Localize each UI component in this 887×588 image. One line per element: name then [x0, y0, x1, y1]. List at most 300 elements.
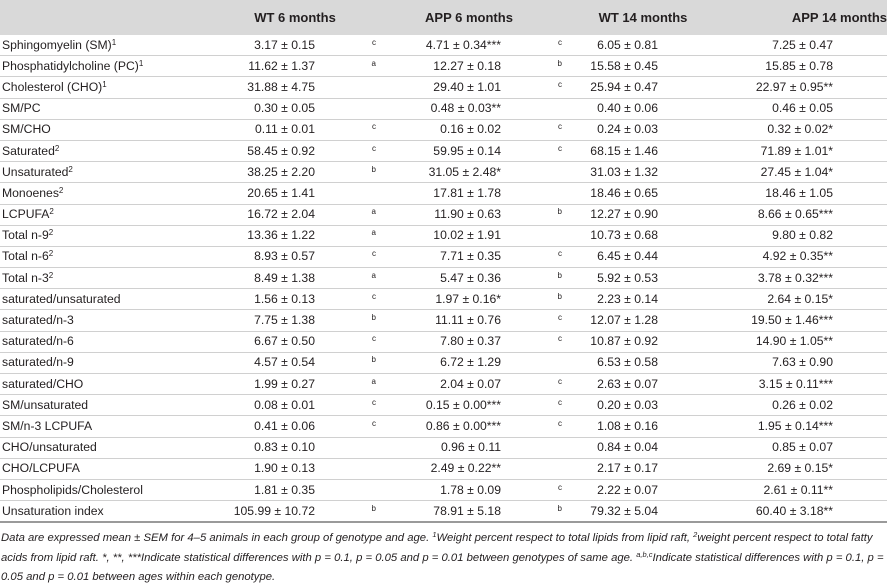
row-label-text: Monoenes: [2, 185, 59, 200]
cell-sem: 0.35**: [799, 249, 833, 264]
cell-app-14-months: 4.92 ± 0.35**: [724, 246, 887, 267]
cell-significance-letter: b: [557, 207, 562, 217]
cell-app-14-months: 15.85 ± 0.78: [724, 56, 887, 77]
cell-mean: 2.69: [767, 461, 792, 476]
cell-mean: 68.15: [590, 143, 621, 158]
footnote-text: Weight percent respect to total lipids from lipid raft,: [436, 532, 694, 545]
cell-significance-letter: b: [557, 503, 562, 513]
footnote-marker: a,b,c: [636, 549, 653, 559]
table-row: [0, 289, 887, 310]
cell-sem: 0.10: [291, 440, 315, 455]
cell-sem: 0.35: [291, 482, 315, 497]
row-label-text: Phospholipids/Cholesterol: [2, 482, 143, 497]
cell-app-6-months: 59.95 ± 0.14 $^c$: [376, 140, 562, 161]
row-label-text: SM/CHO: [2, 122, 51, 137]
cell-mean: 1.78: [440, 482, 464, 497]
row-label-text: Total n-6: [2, 249, 49, 264]
cell-mean: 0.83: [254, 440, 278, 455]
cell-sem: 0.07: [477, 376, 501, 391]
cell-wt-6-months: 0.41 ± 0.06 $^c$: [214, 416, 376, 437]
cell-sem: 0.06: [291, 418, 315, 433]
cell-wt-6-months: 1.99 ± 0.27 $^a$: [214, 374, 376, 395]
row-label-text: SM/PC: [2, 101, 41, 116]
row-label-text: Phosphatidylcholine (PC): [2, 58, 139, 73]
cell-sem: 1.78: [477, 185, 501, 200]
footnote-text: weight percent respect to total fatty acids from lipid raft. *, **, ***Indicate statistical differences with p = 0.1, p = 0.05 and p = 0.01 between genotypes of same age.: [1, 532, 873, 564]
cell-app-14-months: 7.25 ± 0.47: [724, 35, 887, 56]
cell-mean: 5.47: [440, 270, 464, 285]
cell-sem: 0.01: [291, 397, 315, 412]
table-row: [0, 416, 887, 437]
cell-significance-slot: [501, 375, 562, 394]
row-label: [0, 310, 214, 331]
cell-wt-14-months: 12.07 ± 1.28: [562, 310, 724, 331]
row-label-text: Unsaturated: [2, 164, 69, 179]
cell-sem: 0.90: [809, 355, 833, 370]
cell-sem: 0.45: [634, 58, 658, 73]
header-app-6-months: APP 6 months: [376, 0, 562, 35]
cell-sem: 0.14***: [795, 418, 833, 433]
cell-significance-letter: c: [558, 79, 562, 89]
cell-mean: 60.40: [755, 503, 787, 518]
table-row: [0, 162, 887, 183]
cell-significance-letter: c: [372, 397, 376, 407]
cell-app-14-months: 18.46 ± 1.05: [724, 183, 887, 204]
cell-mean: 6.45: [597, 249, 621, 264]
cell-wt-6-months: 1.81 ± 0.35: [214, 479, 376, 500]
cell-wt-14-months: 18.46 ± 0.65: [562, 183, 724, 204]
table-row: [0, 140, 887, 161]
table-footnote: [0, 523, 887, 587]
cell-app-6-months: 0.16 ± 0.02 $^c$: [376, 119, 562, 140]
cell-significance-slot: [315, 375, 376, 394]
cell-wt-6-months: 4.57 ± 0.54 $^b$: [214, 352, 376, 373]
footnote-text: Indicate statistical differences with p = 0.1, p = 0.05 and p = 0.01 between ages within each genotype.: [1, 551, 884, 584]
row-label: [0, 437, 214, 458]
cell-significance-letter: c: [372, 143, 376, 153]
cell-sem: 0.34***: [463, 37, 501, 52]
cell-mean: 6.67: [254, 334, 278, 349]
cell-mean: 15.85: [765, 58, 796, 73]
cell-mean: 78.91: [433, 503, 464, 518]
cell-app-6-months: 5.47 ± 0.36 $^b$: [376, 268, 562, 289]
cell-sem: 0.02: [477, 122, 501, 137]
table-row: [0, 479, 887, 500]
cell-significance-slot: [501, 290, 562, 309]
cell-mean: 12.07: [590, 313, 621, 328]
cell-significance-slot: [315, 332, 376, 351]
cell-mean: 0.84: [597, 440, 621, 455]
cell-app-14-months: 0.26 ± 0.02: [724, 395, 887, 416]
cell-significance-letter: c: [558, 313, 562, 323]
cell-wt-6-months: 13.36 ± 1.22 $^a$: [214, 225, 376, 246]
cell-significance-slot: [501, 120, 562, 139]
cell-app-14-months: 8.66 ± 0.65***: [724, 204, 887, 225]
cell-wt-6-months: 1.56 ± 0.13 $^c$: [214, 289, 376, 310]
cell-wt-14-months: 10.87 ± 0.92: [562, 331, 724, 352]
cell-sem: 0.44: [634, 249, 658, 264]
cell-significance-slot: [315, 205, 376, 224]
cell-significance-letter: c: [558, 122, 562, 132]
cell-wt-14-months: 5.92 ± 0.53: [562, 268, 724, 289]
cell-app-6-months: 10.02 ± 1.91: [376, 225, 562, 246]
cell-wt-6-months: 7.75 ± 1.38 $^b$: [214, 310, 376, 331]
cell-wt-14-months: 6.45 ± 0.44: [562, 246, 724, 267]
cell-mean: 31.88: [247, 79, 278, 94]
cell-sem: 1.38: [291, 313, 315, 328]
cell-wt-6-months: 0.30 ± 0.05: [214, 98, 376, 119]
cell-mean: 7.63: [772, 355, 796, 370]
row-label-footnote-marker: 1: [111, 37, 117, 47]
cell-app-14-months: 3.15 ± 0.11***: [724, 374, 887, 395]
cell-mean: 20.65: [247, 185, 278, 200]
header-wt-14-months: WT 14 months: [562, 0, 724, 35]
row-label: [0, 183, 214, 204]
cell-sem: 0.00***: [463, 397, 501, 412]
cell-significance-slot: [501, 247, 562, 266]
cell-mean: 3.15: [758, 376, 783, 391]
cell-sem: 1.01: [477, 79, 501, 94]
cell-sem: 0.32***: [795, 270, 833, 285]
cell-sem: 4.75: [291, 79, 315, 94]
cell-sem: 1.37: [291, 58, 315, 73]
row-label-footnote-marker: 1: [138, 58, 144, 68]
cell-app-14-months: 1.95 ± 0.14***: [724, 416, 887, 437]
cell-sem: 0.02*: [804, 122, 833, 137]
cell-wt-6-months: 6.67 ± 0.50 $^c$: [214, 331, 376, 352]
cell-app-14-months: 9.80 ± 0.82: [724, 225, 887, 246]
cell-wt-14-months: 0.24 ± 0.03: [562, 119, 724, 140]
cell-significance-slot: [501, 502, 562, 521]
cell-sem: 2.20: [291, 164, 315, 179]
row-label-footnote-marker: 2: [48, 270, 54, 280]
cell-mean: 0.30: [254, 101, 278, 116]
cell-sem: 0.07: [634, 482, 658, 497]
cell-app-6-months: 0.86 ± 0.00*** $^c$: [376, 416, 562, 437]
cell-significance-letter: b: [371, 503, 376, 513]
table-row: [0, 225, 887, 246]
cell-significance-letter: c: [558, 418, 562, 428]
cell-wt-6-months: 38.25 ± 2.20 $^b$: [214, 162, 376, 183]
cell-mean: 17.81: [433, 185, 464, 200]
cell-mean: 29.40: [433, 79, 464, 94]
cell-mean: 1.97: [435, 291, 460, 306]
cell-wt-6-months: 31.88 ± 4.75: [214, 77, 376, 98]
cell-significance-letter: a: [371, 207, 376, 217]
row-label-text: saturated/CHO: [2, 376, 84, 391]
cell-app-14-months: 0.85 ± 0.07: [724, 437, 887, 458]
cell-significance-letter: c: [372, 122, 376, 132]
cell-sem: 0.92: [291, 143, 315, 158]
cell-sem: 0.22**: [467, 461, 501, 476]
cell-app-6-months: 12.27 ± 0.18 $^b$: [376, 56, 562, 77]
row-label-footnote-marker: 2: [48, 249, 54, 259]
cell-sem: 0.13: [291, 291, 315, 306]
table-row: [0, 374, 887, 395]
cell-mean: 71.89: [760, 143, 792, 158]
cell-wt-14-months: 0.20 ± 0.03: [562, 395, 724, 416]
cell-mean: 19.50: [751, 313, 782, 328]
cell-mean: 0.20: [597, 397, 621, 412]
row-label-text: saturated/n-6: [2, 334, 74, 349]
cell-app-6-months: 1.78 ± 0.09 $^c$: [376, 479, 562, 500]
row-label-text: saturated/unsaturated: [2, 291, 121, 306]
cell-sem: 0.37: [477, 334, 501, 349]
cell-sem: 1.41: [291, 185, 315, 200]
row-label-footnote-marker: 2: [58, 185, 64, 195]
cell-sem: 0.16: [634, 418, 658, 433]
cell-significance-slot: [315, 396, 376, 415]
cell-significance-letter: a: [371, 376, 376, 386]
table-row: [0, 395, 887, 416]
cell-wt-14-months: 0.40 ± 0.06: [562, 98, 724, 119]
cell-sem: 1.46: [634, 143, 658, 158]
row-label-footnote-marker: 1: [102, 79, 107, 89]
row-label-text: Total n-3: [2, 270, 49, 285]
cell-sem: 0.65: [634, 185, 658, 200]
row-label: [0, 56, 214, 77]
cell-mean: 3.78: [757, 270, 782, 285]
cell-mean: 0.48: [430, 101, 455, 116]
cell-significance-slot: [315, 163, 376, 182]
cell-sem: 0.57: [291, 249, 315, 264]
cell-sem: 0.03: [634, 397, 658, 412]
cell-sem: 0.35: [477, 249, 501, 264]
header-wt-6-months: WT 6 months: [214, 0, 376, 35]
cell-app-6-months: 0.48 ± 0.03**: [376, 98, 562, 119]
cell-mean: 6.53: [597, 355, 621, 370]
cell-mean: 6.05: [597, 37, 621, 52]
cell-sem: 1.05: [809, 185, 833, 200]
cell-mean: 1.56: [254, 291, 278, 306]
cell-sem: 0.13: [291, 461, 315, 476]
cell-sem: 2.04: [291, 207, 315, 222]
cell-mean: 2.61: [763, 482, 788, 497]
cell-mean: 1.81: [254, 482, 278, 497]
row-label: [0, 331, 214, 352]
cell-mean: 18.46: [765, 185, 796, 200]
cell-sem: 0.05: [809, 101, 833, 116]
cell-mean: 27.45: [760, 164, 792, 179]
cell-mean: 0.40: [597, 101, 621, 116]
cell-sem: 5.04: [634, 503, 658, 518]
cell-app-6-months: 11.11 ± 0.76 $^c$: [376, 310, 562, 331]
cell-significance-slot: [315, 353, 376, 372]
cell-sem: 1.29: [477, 355, 501, 370]
cell-significance-slot: [501, 78, 562, 97]
cell-app-6-months: 4.71 ± 0.34*** $^c$: [376, 35, 562, 56]
cell-app-14-months: 14.90 ± 1.05**: [724, 331, 887, 352]
cell-wt-14-months: 2.17 ± 0.17: [562, 458, 724, 479]
cell-significance-slot: [501, 417, 562, 436]
row-label: [0, 162, 214, 183]
cell-significance-slot: [315, 311, 376, 330]
cell-wt-6-months: 11.62 ± 1.37 $^a$: [214, 56, 376, 77]
row-label: [0, 268, 214, 289]
cell-significance-slot: [315, 57, 376, 76]
row-label: [0, 479, 214, 500]
row-label: [0, 98, 214, 119]
cell-mean: 1.90: [254, 461, 278, 476]
cell-app-14-months: 71.89 ± 1.01*: [724, 140, 887, 161]
cell-significance-slot: [501, 142, 562, 161]
cell-app-6-months: 7.71 ± 0.35 $^c$: [376, 246, 562, 267]
cell-sem: 0.18: [477, 58, 501, 73]
row-label-text: SM/unsaturated: [2, 397, 89, 412]
cell-significance-letter: b: [371, 164, 376, 174]
row-label: [0, 374, 214, 395]
cell-wt-6-months: 16.72 ± 2.04 $^a$: [214, 204, 376, 225]
cell-mean: 31.03: [590, 164, 621, 179]
cell-sem: 0.11**: [800, 482, 833, 497]
cell-sem: 3.18**: [799, 503, 833, 518]
cell-app-6-months: 29.40 ± 1.01 $^c$: [376, 77, 562, 98]
cell-significance-letter: c: [558, 397, 562, 407]
cell-app-14-months: 2.64 ± 0.15*: [724, 289, 887, 310]
cell-app-6-months: 2.49 ± 0.22**: [376, 458, 562, 479]
cell-sem: 0.63: [477, 207, 501, 222]
footnote-marker: 2: [693, 530, 698, 540]
cell-mean: 58.45: [247, 143, 278, 158]
cell-sem: 0.01: [291, 122, 315, 137]
cell-sem: 0.76: [477, 313, 501, 328]
table-body: [0, 35, 887, 522]
cell-mean: 1.95: [757, 418, 782, 433]
cell-significance-slot: [315, 226, 376, 245]
cell-mean: 0.46: [772, 101, 796, 116]
cell-significance-letter: c: [558, 249, 562, 259]
table-row: [0, 501, 887, 523]
cell-app-6-months: 1.97 ± 0.16* $^b$: [376, 289, 562, 310]
row-label-text: Cholesterol (CHO): [2, 79, 103, 94]
cell-significance-letter: a: [371, 270, 376, 280]
cell-sem: 1.38: [291, 270, 315, 285]
cell-mean: 11.62: [248, 58, 278, 73]
cell-wt-6-months: 0.83 ± 0.10: [214, 437, 376, 458]
cell-mean: 0.16: [440, 122, 464, 137]
cell-significance-letter: c: [372, 334, 376, 344]
cell-significance-slot: [501, 332, 562, 351]
cell-sem: 0.15*: [804, 461, 833, 476]
cell-wt-14-months: 31.03 ± 1.32: [562, 162, 724, 183]
header-row: [0, 0, 887, 35]
table-row: [0, 268, 887, 289]
cell-mean: 79.32: [590, 503, 621, 518]
cell-wt-6-months: 0.11 ± 0.01 $^c$: [214, 119, 376, 140]
cell-app-6-months: 11.90 ± 0.63 $^b$: [376, 204, 562, 225]
cell-wt-6-months: 8.93 ± 0.57 $^c$: [214, 246, 376, 267]
cell-app-14-months: 60.40 ± 3.18**: [724, 501, 887, 523]
cell-sem: 0.50: [291, 334, 315, 349]
row-label-text: saturated/n-9: [2, 355, 74, 370]
cell-mean: 14.90: [755, 334, 787, 349]
row-label-footnote-marker: 2: [48, 228, 54, 238]
cell-sem: 0.68: [634, 228, 658, 243]
cell-mean: 0.86: [425, 418, 450, 433]
row-label-text: Sphingomyelin (SM): [2, 37, 112, 52]
cell-sem: 0.54: [291, 355, 315, 370]
cell-mean: 11.11: [435, 313, 464, 328]
row-label: [0, 246, 214, 267]
row-label-footnote-marker: 2: [68, 164, 73, 174]
cell-significance-letter: b: [557, 58, 562, 68]
cell-mean: 0.15: [425, 397, 450, 412]
cell-mean: 22.97: [755, 79, 787, 94]
row-label: [0, 140, 214, 161]
cell-significance-letter: c: [558, 37, 562, 47]
cell-wt-14-months: 2.22 ± 0.07: [562, 479, 724, 500]
cell-significance-letter: c: [558, 334, 562, 344]
cell-sem: 0.65***: [795, 207, 833, 222]
header-empty: [0, 0, 214, 35]
cell-wt-14-months: 2.23 ± 0.14: [562, 289, 724, 310]
cell-sem: 0.15*: [804, 291, 833, 306]
cell-wt-14-months: 10.73 ± 0.68: [562, 225, 724, 246]
cell-sem: 0.14: [634, 291, 658, 306]
footnote-marker: 1: [432, 530, 437, 540]
cell-mean: 16.72: [247, 207, 278, 222]
cell-significance-letter: c: [558, 143, 562, 153]
cell-wt-6-months: 58.45 ± 0.92 $^c$: [214, 140, 376, 161]
cell-app-14-months: 0.32 ± 0.02*: [724, 119, 887, 140]
cell-significance-letter: a: [371, 58, 376, 68]
cell-wt-14-months: 68.15 ± 1.46: [562, 140, 724, 161]
cell-sem: 0.36: [477, 270, 501, 285]
cell-sem: 1.04*: [804, 164, 833, 179]
table-row: [0, 119, 887, 140]
cell-sem: 1.46***: [795, 313, 833, 328]
cell-sem: 0.03: [634, 122, 658, 137]
cell-mean: 0.26: [772, 397, 796, 412]
cell-significance-slot: [315, 417, 376, 436]
table-row: [0, 246, 887, 267]
cell-sem: 0.47: [809, 37, 833, 52]
cell-significance-letter: c: [558, 482, 562, 492]
cell-mean: 0.32: [767, 122, 792, 137]
cell-wt-14-months: 6.05 ± 0.81: [562, 35, 724, 56]
cell-significance-slot: [315, 120, 376, 139]
cell-app-6-months: 0.15 ± 0.00*** $^c$: [376, 395, 562, 416]
cell-sem: 1.28: [634, 313, 658, 328]
cell-mean: 38.25: [247, 164, 278, 179]
cell-sem: 10.72: [284, 503, 315, 518]
cell-sem: 0.58: [634, 355, 658, 370]
row-label-text: LCPUFA: [2, 207, 50, 222]
cell-mean: 10.02: [433, 228, 464, 243]
row-label: [0, 395, 214, 416]
cell-sem: 0.07: [809, 440, 833, 455]
cell-mean: 2.04: [440, 376, 464, 391]
cell-mean: 2.22: [597, 482, 621, 497]
cell-sem: 0.16*: [472, 291, 501, 306]
row-label-footnote-marker: 2: [54, 143, 60, 153]
cell-mean: 10.87: [590, 334, 621, 349]
cell-mean: 7.25: [772, 37, 796, 52]
cell-wt-6-months: 20.65 ± 1.41: [214, 183, 376, 204]
cell-significance-letter: b: [557, 291, 562, 301]
table-row: [0, 35, 887, 56]
cell-mean: 0.24: [597, 122, 621, 137]
cell-mean: 5.92: [597, 270, 621, 285]
cell-wt-6-months: 8.49 ± 1.38 $^a$: [214, 268, 376, 289]
cell-significance-letter: c: [372, 291, 376, 301]
cell-app-6-months: 78.91 ± 5.18 $^b$: [376, 501, 562, 523]
cell-mean: 0.08: [254, 397, 278, 412]
cell-mean: 6.72: [440, 355, 464, 370]
cell-mean: 10.73: [590, 228, 621, 243]
cell-mean: 12.27: [590, 207, 621, 222]
cell-app-14-months: 19.50 ± 1.46***: [724, 310, 887, 331]
